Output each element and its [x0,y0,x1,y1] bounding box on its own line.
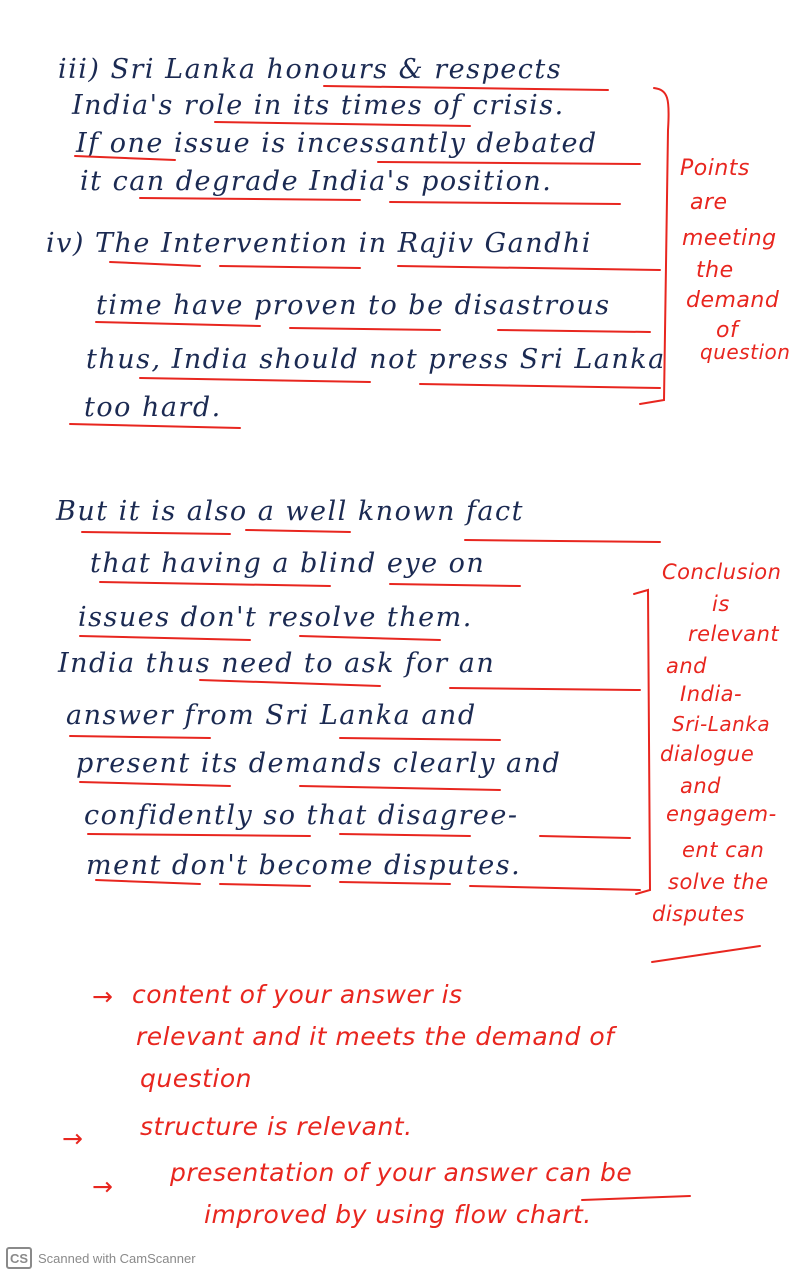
underline [340,738,500,740]
feedback-line: question [140,1064,253,1093]
margin-comment-line: relevant [688,622,780,646]
underline [80,636,250,640]
margin-comment-line: question [700,340,791,364]
underline [398,266,660,270]
underline [390,584,520,586]
underline [300,636,440,640]
margin-comment-line: Conclusion [662,560,782,584]
underline [390,202,620,204]
answer-line: time have proven to be disastrous [96,290,611,321]
underline [246,530,350,532]
bracket-group [634,88,760,962]
answer-line: too hard. [84,392,222,423]
margin-comment-line: India- [680,682,743,706]
answer-line: India's role in its times of crisis. [72,90,565,121]
scanner-watermark [6,1246,196,1270]
underline [582,1196,690,1200]
margin-comment-line: engagem- [666,802,777,826]
underline [88,834,310,836]
underline [70,736,210,738]
margin-comment-line: Points [680,156,750,181]
bracket-paragraph2 [634,590,650,894]
answer-line: India thus need to ask for an [58,648,496,679]
underline [300,786,500,790]
answer-line: iii) Sri Lanka honours & respects [58,54,563,85]
answer-line: thus, India should not press Sri Lanka [86,344,666,375]
answer-line: ment don't become disputes. [86,850,522,881]
underline [470,886,640,890]
feedback-line: relevant and it meets the demand of [136,1022,615,1051]
underline [200,680,380,686]
feedback-line: improved by using flow chart. [204,1200,592,1229]
answer-line: confidently so that disagree- [84,800,519,831]
underline [465,540,660,542]
margin-comment-line: of [716,318,739,343]
underline [340,834,470,836]
camscanner-logo-icon: CS [6,1247,32,1269]
feedback-line: presentation of your answer can be [170,1158,633,1187]
underline [96,322,260,326]
underline [420,384,660,388]
underline [96,880,200,884]
answer-line: it can degrade India's position. [80,166,553,197]
underline [110,262,200,266]
feedback-line: content of your answer is [132,980,463,1009]
underline [100,582,330,586]
underline [220,266,360,268]
underline [340,882,450,884]
underline [140,378,370,382]
margin-comment-line: demand [686,288,780,313]
margin-comment-line: dialogue [660,742,755,766]
comment-underline [652,946,760,962]
underline [324,86,608,90]
feedback-arrow-icon: → [92,1172,114,1201]
margin-comment-line: the [696,258,734,283]
underline [220,884,310,886]
underline [540,836,630,838]
margin-comment-line: and [666,654,708,678]
feedback-arrow-icon: → [92,982,114,1011]
answer-line: If one issue is incessantly debated [76,128,598,159]
margin-comment-line: disputes [652,902,745,926]
underline [70,424,240,428]
answer-line: But it is also a well known fact [56,496,525,527]
underline [215,122,470,126]
scanner-text: Scanned with CamScanner [38,1250,196,1266]
answer-line: answer from Sri Lanka and [66,700,477,731]
margin-comment-line: is [712,592,730,616]
answer-line: iv) The Intervention in Rajiv Gandhi [46,228,592,259]
bracket-paragraph1 [640,88,669,404]
margin-comment-line: ent can [682,838,765,862]
underline [140,198,360,200]
margin-comment-line: are [690,190,728,215]
underline [450,688,640,690]
feedback-line: structure is relevant. [140,1112,413,1141]
underline [75,156,175,160]
underline [80,782,230,786]
margin-comment-line: meeting [682,226,777,251]
underline [290,328,440,330]
margin-comment-line: and [680,774,722,798]
underline [498,330,650,332]
underline [82,532,230,534]
answer-line: issues don't resolve them. [78,602,473,633]
answer-line: present its demands clearly and [76,748,562,779]
margin-comment-line: Sri-Lanka [672,712,771,736]
answer-line: that having a blind eye on [90,548,486,579]
margin-comment-line: solve the [668,870,769,894]
feedback-arrow-icon: → [62,1124,84,1153]
underline [378,162,640,164]
